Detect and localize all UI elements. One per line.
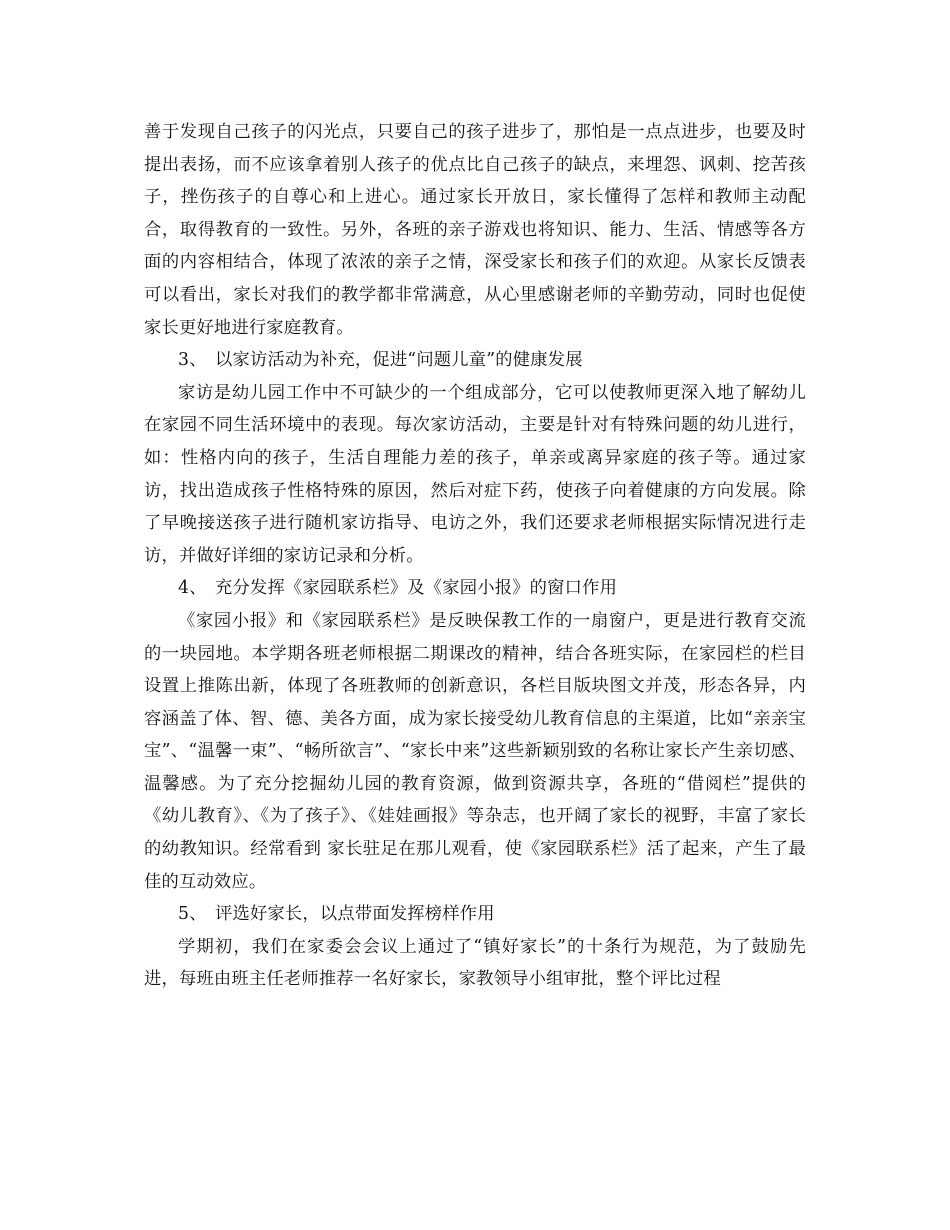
heading-home-visits (144, 344, 806, 377)
heading-number: 3、 (178, 350, 207, 371)
document-page (144, 116, 806, 996)
heading-text: 充分发挥《家园联系栏》及《家园小报》的窗口作用 (215, 578, 618, 599)
heading-number: 5、 (178, 904, 207, 925)
paragraph-contact-board: 《家园小报》和《家园联系栏》是反映保教工作的一扇窗户，更是进行教育交流的一块园地。本学期各班老师根据二期课改的精神，结合各班实际，在家园栏的栏目设置上推陈出新，体现了各班教师的创新意识，各栏目版块图文并茂，形态各异，内容涵盖了体、智、德、美各方面，成为家长接受幼儿教育信息的主渠道，比如“亲亲宝宝”、“温馨一束”、“畅所欲言”、“家长中来”这些新颖别致的名称让家长产生亲切感、温馨感。为了充分挖掘幼儿园的教育资源，做到资源共享，各班的“借阅栏”提供的《幼儿教育》、《为了孩子》、《娃娃画报》等杂志，也开阔了家长的视野，丰富了家长的幼教知识。经常看到 家长驻足在那儿观看，使《家园联系栏》活了起来，产生了最佳的互动效应。 (144, 610, 806, 892)
heading-contact-board (144, 572, 806, 605)
paragraph-home-visits: 家访是幼儿园工作中不可缺少的一个组成部分，它可以使教师更深入地了解幼儿在家园不同生活环境中的表现。每次家访活动，主要是针对有特殊问题的幼儿进行，如：性格内向的孩子，生活自理能力差的孩子，单亲或离异家庭的孩子等。通过家访，找出造成孩子性格特殊的原因，然后对症下药，使孩子向着健康的方向发展。除了早晚接送孩子进行随机家访指导、电访之外，我们还要求老师根据实际情况进行走访，并做好详细的家访记录和分析。 (144, 382, 806, 566)
heading-number: 4、 (178, 578, 207, 599)
heading-text: 以家访活动为补充，促进“问题儿童”的健康发展 (215, 350, 583, 371)
paragraph-good-parents: 学期初，我们在家委会会议上通过了“镇好家长”的十条行为规范，为了鼓励先进，每班由班主任老师推荐一名好家长，家教领导小组审批，整个评比过程 (144, 936, 806, 990)
heading-good-parents (144, 898, 806, 931)
heading-text: 评选好家长，以点带面发挥榜样作用 (215, 904, 495, 925)
paragraph-parent-open-day: 善于发现自己孩子的闪光点，只要自己的孩子进步了，那怕是一点点进步，也要及时提出表扬，而不应该拿着别人孩子的优点比自己孩子的缺点，来埋怨、讽刺、挖苦孩子，挫伤孩子的自尊心和上进心。通过家长开放日，家长懂得了怎样和教师主动配合，取得教育的一致性。另外，各班的亲子游戏也将知识、能力、生活、情感等各方面的内容相结合，体现了浓浓的亲子之情，深受家长和孩子们的欢迎。从家长反馈表可以看出，家长对我们的教学都非常满意，从心里感谢老师的辛勤劳动，同时也促使家长更好地进行家庭教育。 (144, 122, 806, 338)
